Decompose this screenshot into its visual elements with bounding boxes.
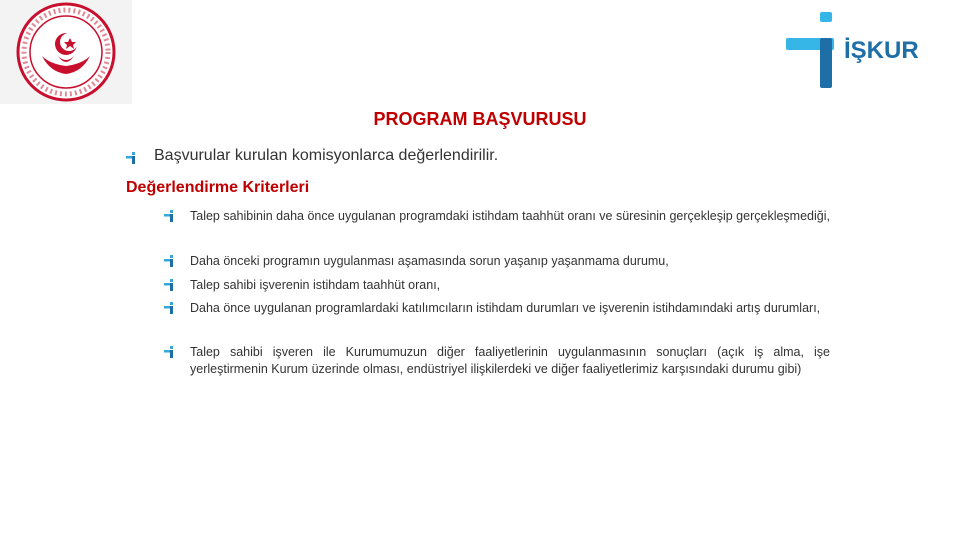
bullet-icon — [164, 210, 174, 222]
ministry-seal-logo — [0, 0, 132, 104]
criteria-item: Daha önceki programın uygulanması aşamasında sorun yaşanıp yaşanmama durumu, — [190, 254, 669, 268]
criteria-item: Talep sahibinin daha önce uygulanan programdaki istihdam taahhüt oranı ve süresinin gerçekleşip gerçekleşmediği, — [190, 209, 830, 223]
iskur-logo-icon — [786, 8, 946, 92]
criteria-item: Talep sahibi işveren ile Kurumumuzun diğer faaliyetlerinin uygulanmasının sonuçları (açık iş alma, işe yerleştirmenin Kurum üzerinde olması, endüstriyel ilişkilerdeki ve diğer faaliyetlerimiz karşısındaki durumu gibi) — [190, 345, 830, 376]
bullet-icon — [164, 279, 174, 291]
page-title-text: PROGRAM BAŞVURUSU — [373, 109, 587, 129]
intro-text: Başvurular kurulan komisyonlarca değerlendirilir. — [154, 147, 499, 164]
bullet-icon — [126, 152, 136, 164]
iskur-logo-text: İŞKUR — [844, 37, 919, 64]
bullet-icon — [164, 302, 174, 314]
ministry-seal-icon — [0, 0, 132, 104]
iskur-logo — [786, 8, 946, 92]
criteria-item: Talep sahibi işverenin istihdam taahhüt oranı, — [190, 278, 441, 292]
bullet-icon — [164, 255, 174, 267]
criteria-item: Daha önce uygulanan programlardaki katılımcıların istihdam durumları ve işverenin istihdamındaki artış durumları, — [190, 301, 821, 315]
bullet-icon — [164, 346, 174, 358]
criteria-heading: Değerlendirme Kriterleri — [126, 179, 310, 196]
page-title — [0, 109, 960, 130]
